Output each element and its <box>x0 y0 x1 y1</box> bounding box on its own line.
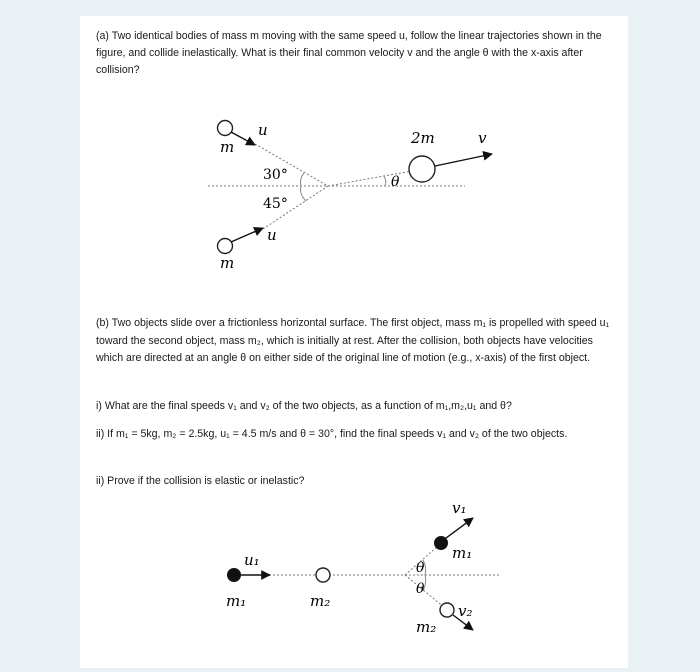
angle-arc-30 <box>300 173 304 186</box>
m2-outgoing-body <box>440 603 454 617</box>
label-v: v <box>478 129 487 147</box>
v1-arrow <box>446 518 473 538</box>
label-m2-left: m₂ <box>310 592 331 610</box>
label-v2: v₂ <box>458 602 473 620</box>
label-u-top: u <box>258 121 268 139</box>
label-theta-top: θ <box>416 560 425 576</box>
label-theta-a: θ <box>391 174 400 190</box>
top-velocity-arrow <box>231 132 255 145</box>
m1-incoming-body <box>227 568 241 582</box>
part-b-intro: (b) Two objects slide over a frictionless horizontal surface. The first object, mass m₁ is propelled with speed u₁ toward the second object, mass m₂, which is initially at rest. After the collision, both objects have velocities which are directed at an angle θ on either side of the original line of motion (e.g., x-axis) of the first object. <box>96 317 610 364</box>
label-u1: u₁ <box>244 551 260 569</box>
label-theta-bottom: θ <box>416 581 425 597</box>
outgoing-bottom-dotted <box>405 575 445 608</box>
part-a-question: (a) Two identical bodies of mass m moving with the same speed u, follow the linear trajectories shown in the figure, and collide inelastically. What is their final common velocity v and the angle θ with the x-axis after collision? <box>96 30 602 76</box>
label-angle-30: 30° <box>263 167 288 183</box>
label-m2-right: m₂ <box>416 618 437 636</box>
m1-outgoing-body <box>434 536 448 550</box>
bottom-body <box>218 239 233 254</box>
part-b-question-1: i) What are the final speeds v₁ and v₂ of the two objects, as a function of m₁,m₂,u₁ and θ? <box>96 400 512 412</box>
label-m-bottom: m <box>220 254 235 272</box>
label-2m: 2m <box>411 129 435 147</box>
final-velocity-arrow <box>435 154 492 166</box>
bottom-velocity-arrow <box>231 228 263 242</box>
combined-body <box>409 156 435 182</box>
m2-rest-body <box>316 568 330 582</box>
label-m-top: m <box>220 138 235 156</box>
angle-arc-45 <box>301 186 306 201</box>
angle-arc-theta <box>384 176 386 186</box>
label-u-bottom: u <box>267 226 277 244</box>
part-b-question-2: ii) If m₁ = 5kg, m₂ = 2.5kg, u₁ = 4.5 m/s and θ = 30°, find the final speeds v₁ and v₂ of the two objects. <box>96 428 568 440</box>
label-m1-left: m₁ <box>226 592 247 610</box>
label-angle-45: 45° <box>263 196 288 212</box>
label-m1-right: m₁ <box>452 544 473 562</box>
top-body <box>218 121 233 136</box>
document-page <box>80 16 628 668</box>
part-b-question-3: ii) Prove if the collision is elastic or inelastic? <box>96 475 305 487</box>
label-v1: v₁ <box>452 499 467 517</box>
